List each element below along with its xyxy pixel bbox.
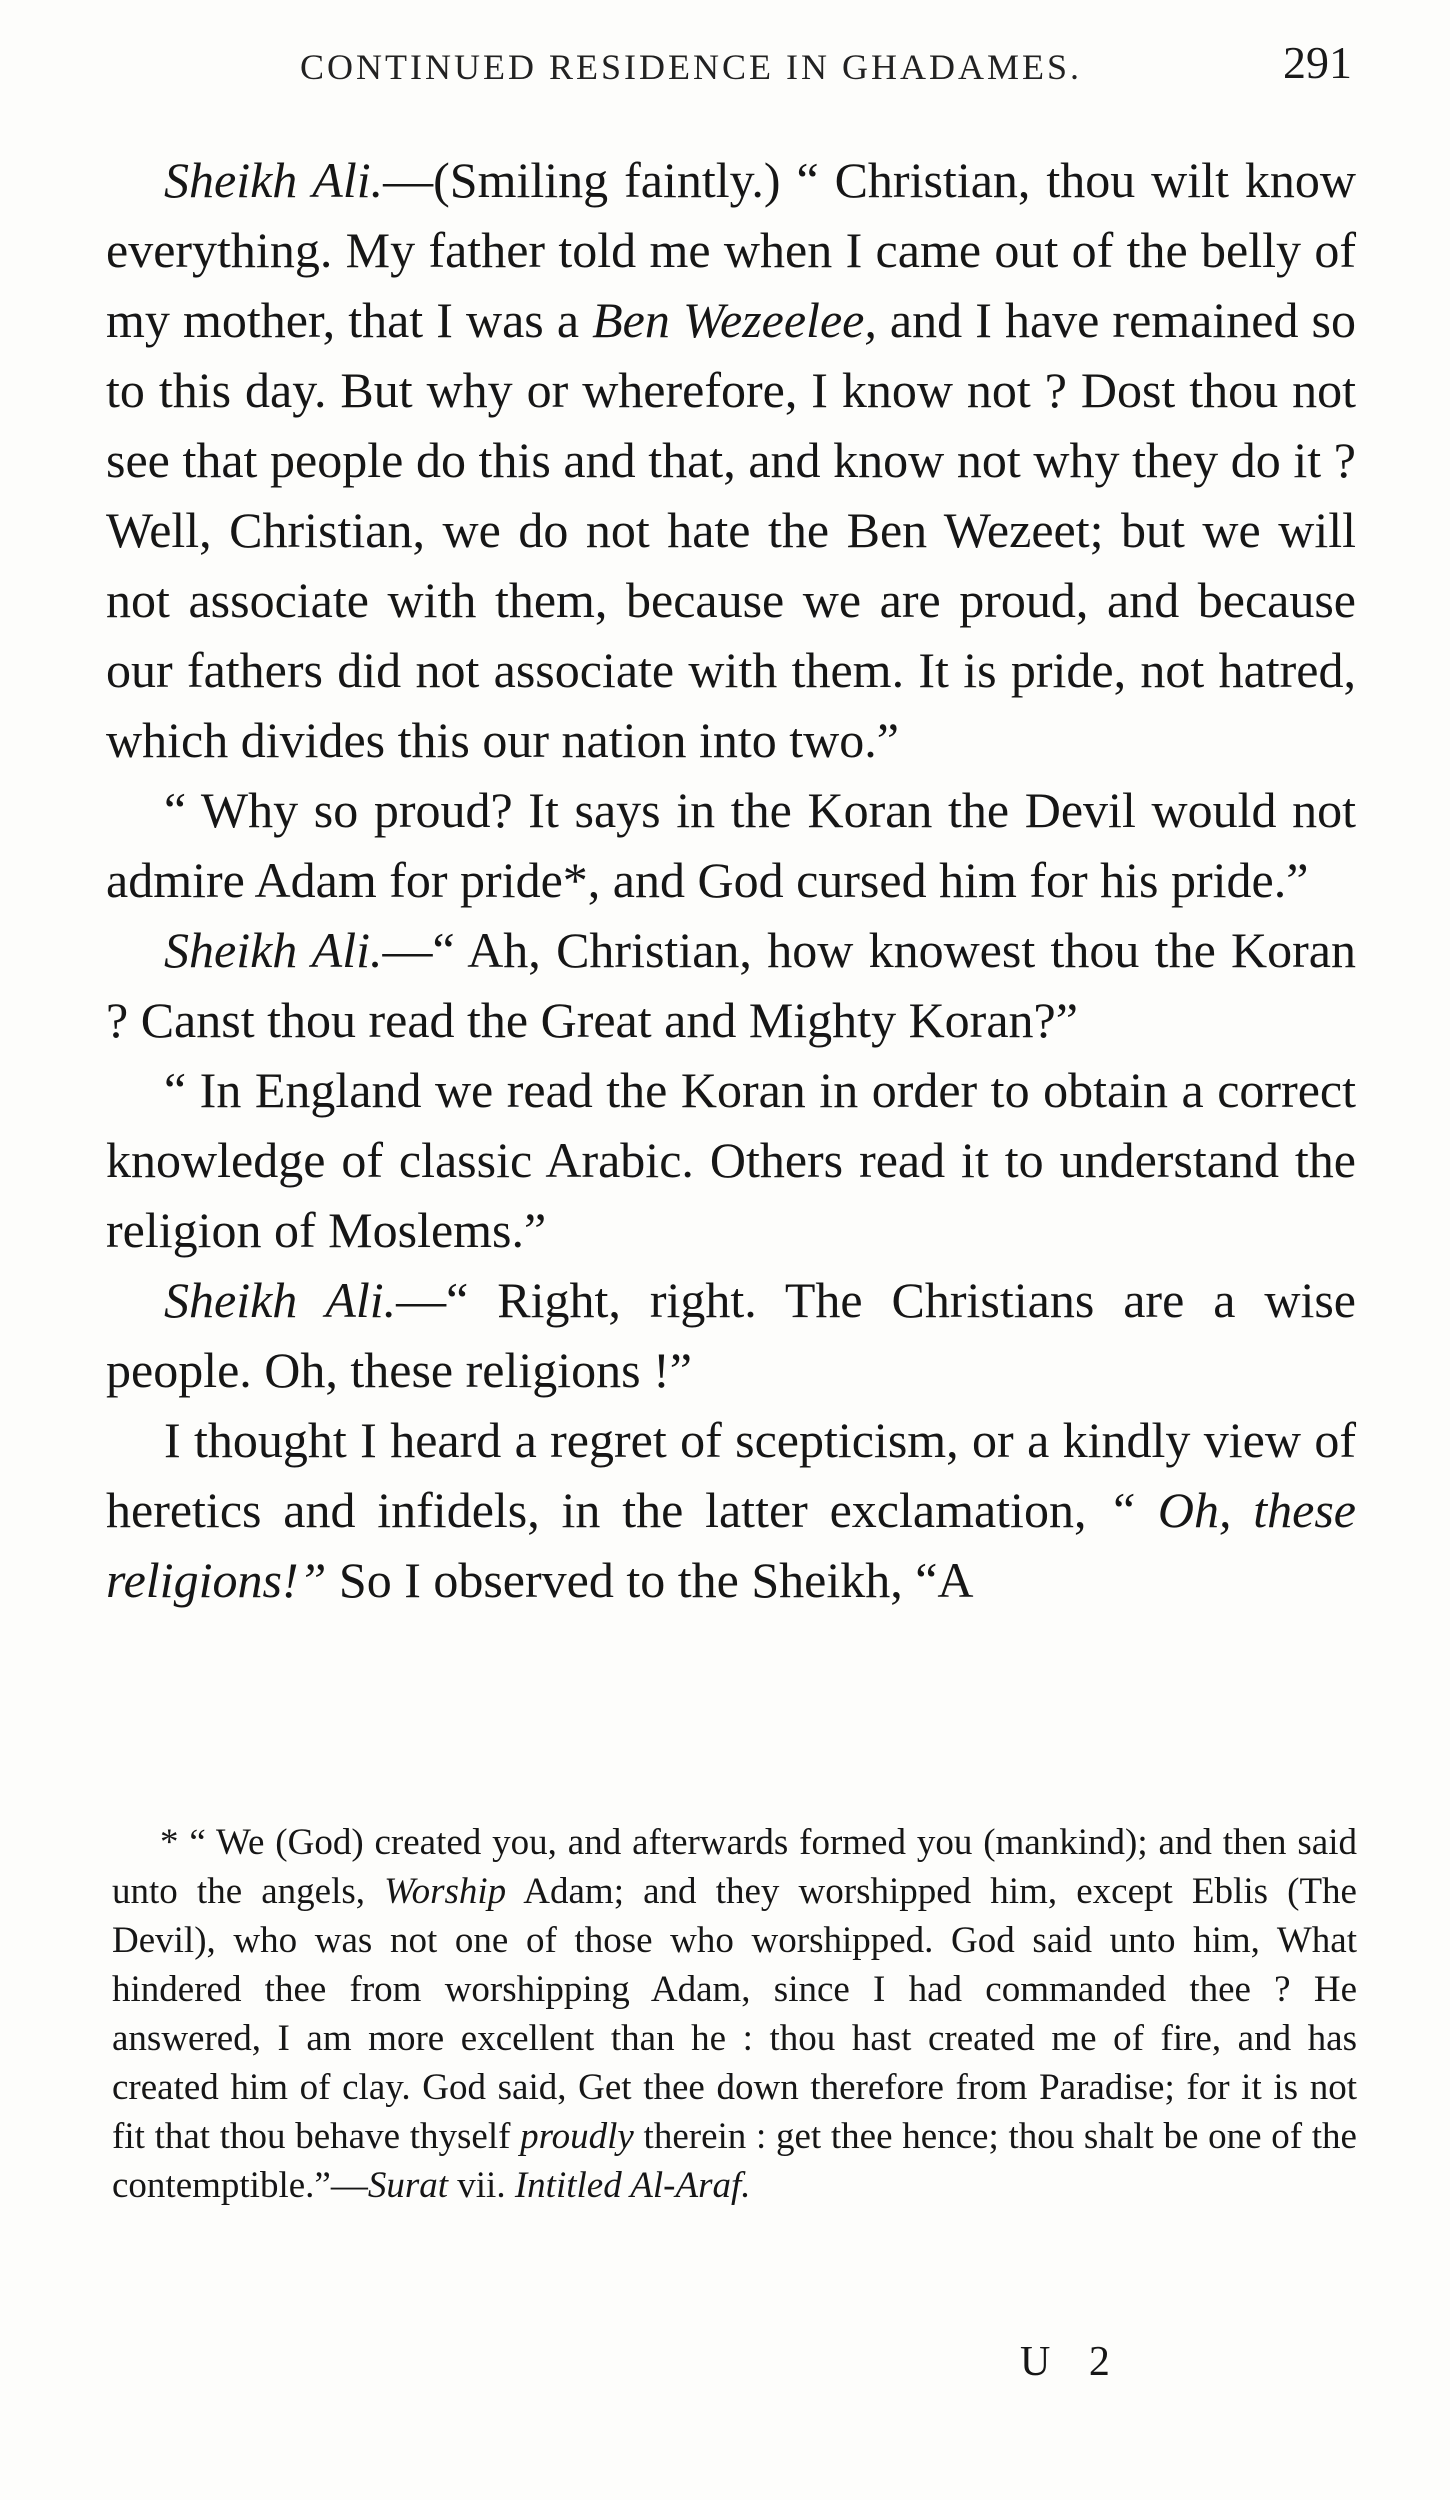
footnote-text: Adam; and they worshipped him, except Eblis (The Devil), who was not one of those who worshipped. God said unto him, What hindered thee from worshipping Adam, since I had commanded thee ? He answered, I am more excellent than he : thou hast created me of fire, and has created him of clay. God said, Get thee down therefore from Paradise; for it is not fit that thou behave thyself [112,1871,1357,2157]
page-number: 291 [1283,37,1352,88]
footnote-italic: Surat [367,2165,449,2206]
paragraph-2 [106,775,1356,915]
italic-phrase: “ Oh, these religions!” [106,1482,1356,1608]
paragraph-5 [106,1265,1356,1405]
footnote-text: * “ We (God) created you, and afterwards formed you (mankind); and then said unto the angels, [112,1822,1357,1912]
speaker-name: Sheikh Ali. [164,922,383,978]
paragraph-6 [106,1405,1356,1615]
footnote-paragraph [112,1818,1357,2210]
footnote-text: therein : get thee hence; thou shalt be one of the contemptible.”— [112,2116,1357,2206]
paragraph-text: and I have remained so to this day. But why or wherefore, I know not ? Dost thou not see that people do this and that, and know not why they do it ? Well, Christian, we do not hate the Ben Wezeet; but we will not associate with them, because we are proud, and because our fathers did not associate with them. It is pride, not hatred, which divides this our nation into two.” [106,292,1356,768]
footnote-text: vii. [448,2165,515,2206]
printer-signature: U 2 [1020,2339,1124,2385]
paragraph-3 [106,915,1356,1055]
paragraph-text: “ Why so proud? It says in the Koran the Devil would not admire Adam for pride*, and God cursed him for his pride.” [106,782,1356,908]
speaker-name: Sheikh Ali. [164,1272,397,1328]
footnote-italic: Intitled Al-Araf. [514,2165,751,2206]
main-text [106,145,1356,1615]
paragraph-text: —“ Ah, Christian, how knowest thou the Koran ? Canst thou read the Great and Mighty Koran?” [106,922,1356,1048]
paragraph-text: —(Smiling faintly.) “ Christian, thou wilt know everything. My father told me when I came out of the belly of my mother, that I was a [106,152,1356,348]
italic-phrase: Ben Wezeelee, [592,292,877,348]
footnote-italic: Worship [384,1871,507,1912]
paragraph-text: —“ Right, right. The Christians are a wise people. Oh, these religions !” [106,1272,1356,1398]
footnote [112,1818,1357,2210]
paragraph-text: I thought I heard a regret of scepticism, or a kindly view of heretics and infidels, in the latter exclamation, [106,1412,1356,1538]
paragraph-text: “ In England we read the Koran in order to obtain a correct knowledge of classic Arabic. Others read it to understand the religion of Moslems.” [106,1062,1356,1258]
speaker-name: Sheikh Ali. [164,152,384,208]
paragraph-text: So I observed to the Sheikh, “A [326,1552,974,1608]
paragraph-1 [106,145,1356,775]
running-title: CONTINUED RESIDENCE IN GHADAMES. [300,47,1082,87]
footnote-italic: proudly [520,2116,634,2157]
paragraph-4 [106,1055,1356,1265]
